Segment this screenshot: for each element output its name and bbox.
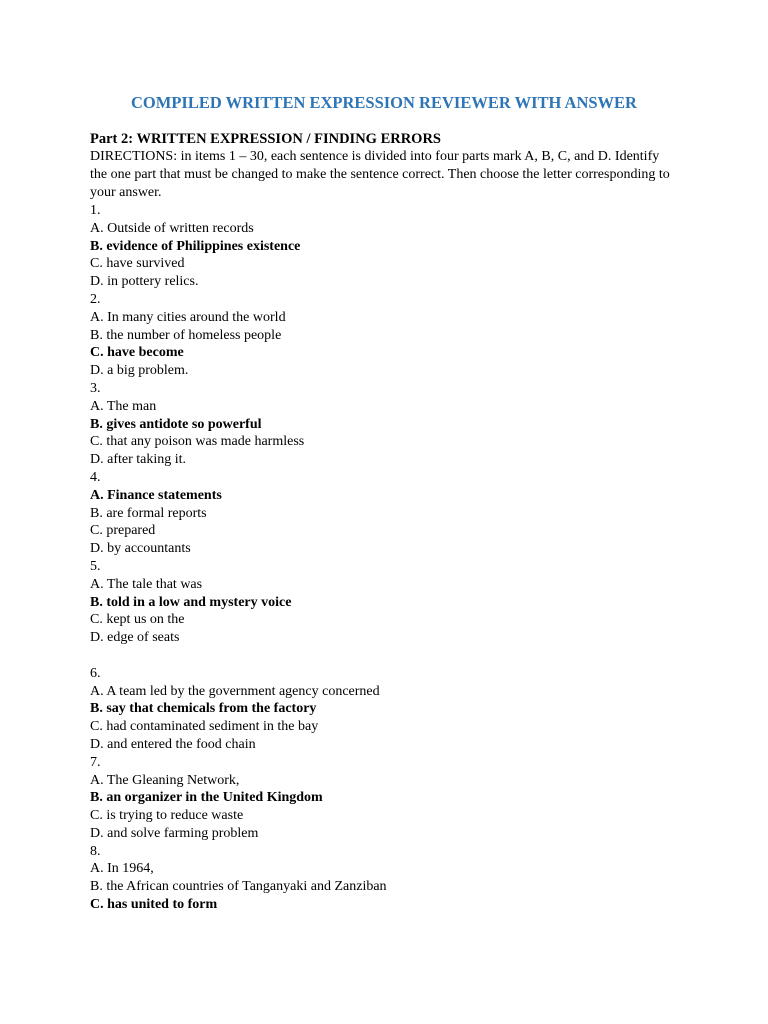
question-number: 6. xyxy=(90,665,101,681)
option-item: A. The Gleaning Network, xyxy=(90,772,240,788)
option-item: C. have survived xyxy=(90,256,185,272)
question-number: 3. xyxy=(90,380,101,396)
answer-option: C. has united to form xyxy=(90,897,218,913)
option-item: D. edge of seats xyxy=(90,630,180,646)
directions-text: DIRECTIONS: in items 1 – 30, each sentence is divided into four parts mark A, B, C, and D. Identify the one part that must be changed to make the sentence correct. Then choose the letter corresponding to your answer. xyxy=(90,149,670,200)
question-number: 5. xyxy=(90,558,101,574)
answer-option: B. evidence of Philippines existence xyxy=(90,238,301,254)
question-number: 4. xyxy=(90,469,101,485)
question-number: 7. xyxy=(90,754,101,770)
answer-option: B. told in a low and mystery voice xyxy=(90,594,292,610)
question-number: 8. xyxy=(90,843,101,859)
option-item: A. The tale that was xyxy=(90,576,203,592)
question-number: 1. xyxy=(90,203,101,218)
option-item: A. In many cities around the world xyxy=(90,309,286,325)
answer-option: B. say that chemicals from the factory xyxy=(90,701,317,717)
document-title: COMPILED WRITTEN EXPRESSION REVIEWER WITH ANSWER xyxy=(131,93,637,112)
option-item: B. the African countries of Tanganyaki and Zanziban xyxy=(90,879,387,895)
answer-option: B. gives antidote so powerful xyxy=(90,416,262,432)
option-item: A. In 1964, xyxy=(90,861,154,877)
answer-option: A. Finance statements xyxy=(90,487,222,503)
answer-option: C. have become xyxy=(90,345,184,361)
section-heading: Part 2: WRITTEN EXPRESSION / FINDING ERRORS xyxy=(90,131,441,147)
option-item: C. prepared xyxy=(90,523,156,539)
option-item: D. by accountants xyxy=(90,541,191,557)
option-item: D. after taking it. xyxy=(90,452,187,468)
blank-line xyxy=(90,647,678,665)
option-item: D. in pottery relics. xyxy=(90,274,199,290)
question-number: 2. xyxy=(90,291,101,307)
option-item: A. A team led by the government agency concerned xyxy=(90,683,380,699)
option-item: D. and entered the food chain xyxy=(90,736,256,752)
option-item: C. kept us on the xyxy=(90,612,185,628)
option-item: B. are formal reports xyxy=(90,505,207,521)
option-item: D. a big problem. xyxy=(90,363,189,379)
option-item: C. that any poison was made harmless xyxy=(90,434,305,450)
answer-option: B. an organizer in the United Kingdom xyxy=(90,790,323,806)
option-item: A. The man xyxy=(90,398,157,414)
option-item: C. is trying to reduce waste xyxy=(90,808,244,824)
option-item: B. the number of homeless people xyxy=(90,327,282,343)
option-item: D. and solve farming problem xyxy=(90,825,259,841)
option-item: C. had contaminated sediment in the bay xyxy=(90,719,319,735)
option-item: A. Outside of written records xyxy=(90,220,254,236)
question-list xyxy=(90,202,678,914)
